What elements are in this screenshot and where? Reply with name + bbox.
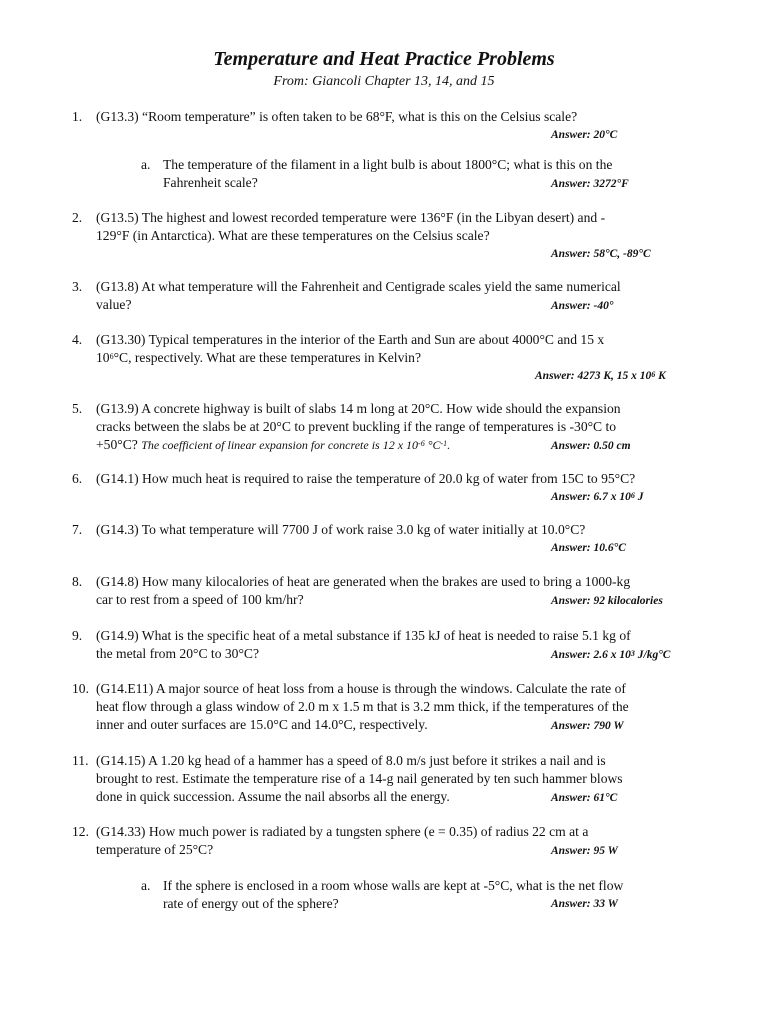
problem-text-line: (G14.33) How much power is radiated by a tungsten sphere (e = 0.35) of radius 22 cm at a [96,824,589,839]
subitem-letter: a. [141,878,151,893]
answer-label: Answer: 4273 K, 15 x $10^6$ K [535,370,666,382]
answer-label: Answer: 58°C, -89°C [551,248,651,260]
problem-text-line: (G14.3) To what temperature will 7700 J of work raise 3.0 kg of water initially at 10.0°C? [96,522,586,537]
page-title: Temperature and Heat Practice Problems [213,48,555,70]
problem-number: 8. [72,574,83,589]
problem-number: 6. [72,471,83,486]
answer-label: Answer: 6.7 x $10^6$ J [551,491,644,503]
problem-text-line: If the sphere is enclosed in a room whose walls are kept at -5°C, what is the net flow [163,878,624,893]
problem-text-line: (G13.30) Typical temperatures in the interior of the Earth and Sun are about 4000°C and 15 x [96,332,605,347]
answer-label: Answer: 3272°F [551,178,629,190]
problem-text-line: The temperature of the filament in a light bulb is about 1800°C; what is this on the [163,157,613,172]
problem-text-line: (G13.9) A concrete highway is built of slabs 14 m long at 20°C. How wide should the expansion [96,401,621,416]
problem-number: 5. [72,401,83,416]
problem-text-line: inner and outer surfaces are 15.0°C and 14.0°C, respectively. [96,717,428,732]
problem-number: 2. [72,210,83,225]
answer-label: Answer: 0.50 cm [551,440,631,452]
problem-text-line: (G13.8) At what temperature will the Fahrenheit and Centigrade scales yield the same numerical [96,279,621,294]
expansion-coefficient-note: The coefficient of linear expansion for concrete is 12 x $10^{-6}$ $^\circ C^{-1}$. [141,438,451,452]
problem-text-line: the metal from 20°C to 30°C? [96,646,260,661]
answer-label: Answer: 95 W [551,845,618,857]
problem-text-line: (G14.15) A 1.20 kg head of a hammer has a speed of 8.0 m/s just before it strikes a nail and is [96,753,606,768]
problem-text-line: value? [96,297,132,312]
answer-label: Answer: 2.6 x $10^3$ J/kg°C [551,649,671,661]
problem-number: 11. [72,753,89,768]
problem-number: 9. [72,628,83,643]
answer-label: Answer: 33 W [551,898,618,910]
problem-text-line: rate of energy out of the sphere? [163,896,339,911]
problem-number: 1. [72,109,83,124]
answer-label: Answer: 10.6°C [551,542,626,554]
problem-text-line: brought to rest. Estimate the temperature rise of a 14-g nail generated by ten such hammer blows [96,771,623,786]
answer-label: Answer: 20°C [551,129,618,141]
answer-label: Answer: 790 W [551,720,624,732]
problem-number: 3. [72,279,83,294]
problem-text-line: (G14.9) What is the specific heat of a metal substance if 135 kJ of heat is needed to raise 5.1 kg of [96,628,631,643]
problem-number: 12. [72,824,89,839]
problem-text-line: (G14.8) How many kilocalories of heat are generated when the brakes are used to bring a 1000-kg [96,574,631,589]
problem-text-line: car to rest from a speed of 100 km/hr? [96,592,304,607]
problem-text-line: temperature of 25°C? [96,842,214,857]
problem-text-line: cracks between the slabs be at 20°C to prevent buckling if the range of temperatures is -30°C to [96,419,617,434]
problem-text-line: (G13.3) “Room temperature” is often taken to be 68°F, what is this on the Celsius scale? [96,109,578,124]
problem-text-line: 129°F (in Antarctica). What are these temperatures on the Celsius scale? [96,228,490,243]
answer-label: Answer: 92 kilocalories [551,595,663,607]
problem-text-line: +50°C? The coefficient of linear expansion for concrete is 12 x $10^{-6}$ $^\circ C^{-1}$. [96,437,451,452]
problem-text-line: heat flow through a glass window of 2.0 m x 1.5 m that is 3.2 mm thick, if the temperatures of the [96,699,629,714]
answer-label: Answer: -40° [551,300,614,312]
answer-label: Answer: 61°C [551,792,618,804]
problem-text-line: $10^6^\circ C$, respectively. What are these temperatures in Kelvin? [96,350,421,365]
problem-text-line: (G13.5) The highest and lowest recorded temperature were 136°F (in the Libyan desert) and - [96,210,606,225]
problem-text-line: (G14.E11) A major source of heat loss from a house is through the windows. Calculate the rate of [96,681,626,696]
problem-text-line: Fahrenheit scale? [163,175,258,190]
problem-number: 7. [72,522,83,537]
problem-text-line: (G14.1) How much heat is required to raise the temperature of 20.0 kg of water from 15C to 95°C? [96,471,636,486]
problem-number: 4. [72,332,83,347]
problem-number: 10. [72,681,89,696]
subitem-letter: a. [141,157,151,172]
problem-text-line: done in quick succession. Assume the nail absorbs all the energy. [96,789,450,804]
page-subtitle: From: Giancoli Chapter 13, 14, and 15 [273,74,495,89]
